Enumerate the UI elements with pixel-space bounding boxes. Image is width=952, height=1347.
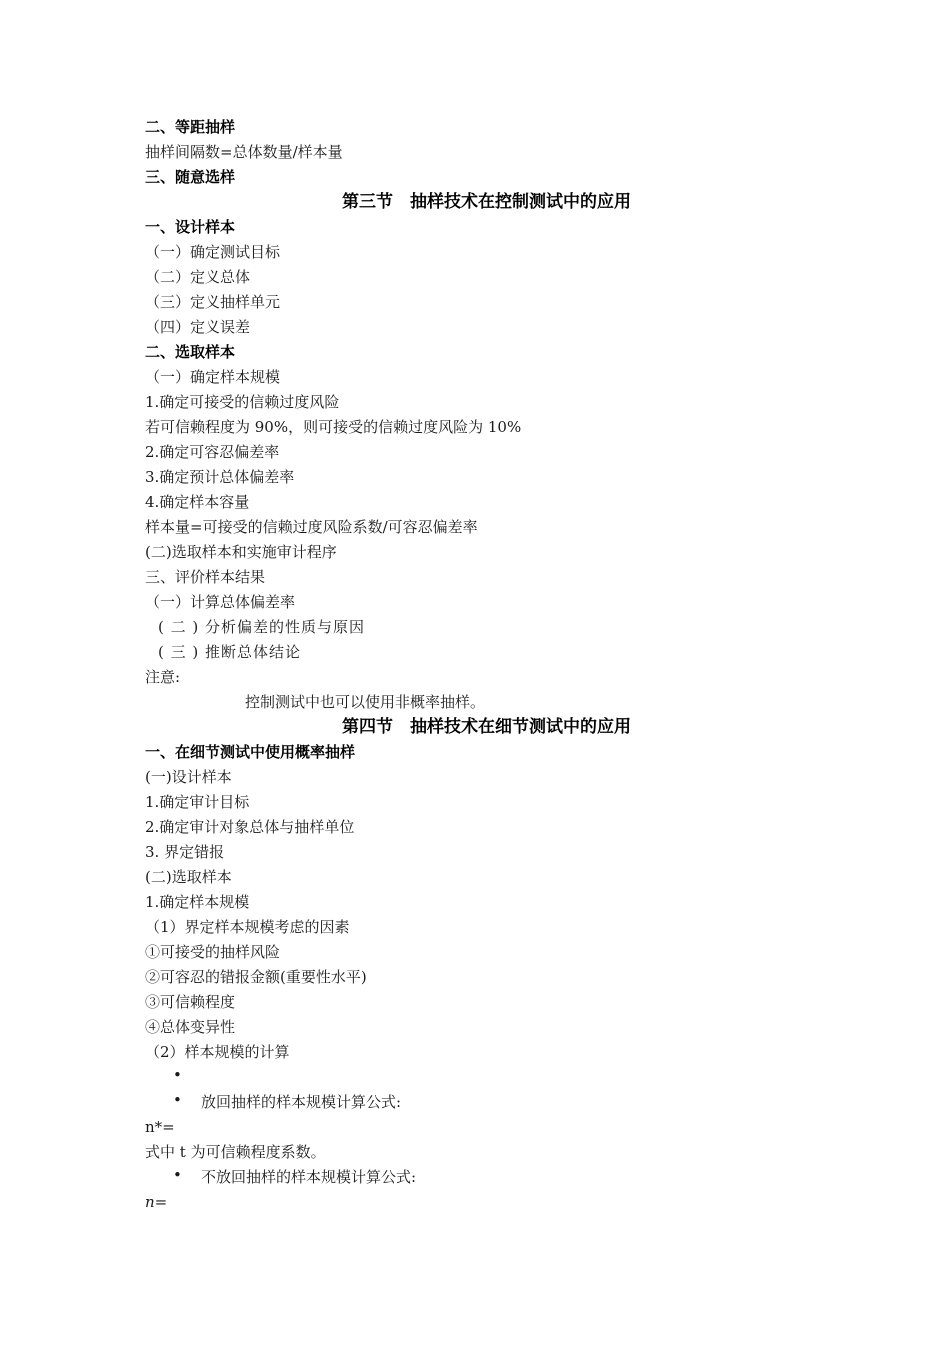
text-sample-formula: 样本量=可接受的信赖过度风险系数/可容忍偏差率	[145, 518, 478, 536]
note-label: 注意:	[145, 668, 181, 686]
item-select-sample: (二)选取样本	[145, 868, 232, 886]
formula-n-star: n*=	[145, 1118, 175, 1136]
item-audit-population: 2.确定审计对象总体与抽样单位	[145, 818, 355, 836]
bullet-empty: •	[173, 1066, 182, 1084]
item-sample-capacity: 4.确定样本容量	[145, 493, 250, 511]
chapter-heading-3: 第三节 抽样技术在控制测试中的应用	[342, 192, 631, 212]
item-tolerable-rate: 2.确定可容忍偏差率	[145, 443, 280, 461]
item-analyze-deviation: ( 二 ) 分析偏差的性质与原因	[158, 618, 366, 636]
formula-n: n=	[145, 1193, 168, 1211]
section-select-sample: 二、选取样本	[145, 343, 236, 361]
text-with-replacement: 放回抽样的样本规模计算公式:	[201, 1093, 402, 1111]
note-text: 控制测试中也可以使用非概率抽样。	[245, 693, 486, 711]
item-size-calculation: （2）样本规模的计算	[145, 1043, 290, 1061]
item-conclusion: ( 三 ) 推断总体结论	[158, 643, 302, 661]
item-acceptable-risk: 1.确定可接受的信赖过度风险	[145, 393, 340, 411]
factor-variability: ④总体变异性	[145, 1018, 236, 1036]
text-without-replacement: 不放回抽样的样本规模计算公式:	[201, 1168, 417, 1186]
item-sample-size: （一）确定样本规模	[145, 368, 281, 386]
item-define-error: （四）定义误差	[145, 318, 251, 336]
text-sampling-interval: 抽样间隔数=总体数量/样本量	[145, 143, 343, 161]
bullet-without-replacement: •	[173, 1166, 182, 1184]
section-haphazard-sampling: 三、随意选样	[145, 168, 236, 186]
section-evaluate-results: 三、评价样本结果	[145, 568, 266, 586]
factor-confidence: ③可信赖程度	[145, 993, 236, 1011]
text-risk-example: 若可信赖程度为 90%，则可接受的信赖过度风险为 10%	[145, 418, 522, 436]
item-define-misstatement: 3. 界定错报	[145, 843, 225, 861]
item-size-factors: （1）界定样本规模考虑的因素	[145, 918, 350, 936]
item-audit-objective: 1.确定审计目标	[145, 793, 250, 811]
item-expected-rate: 3.确定预计总体偏差率	[145, 468, 295, 486]
item-perform-procedures: (二)选取样本和实施审计程序	[145, 543, 337, 561]
factor-tolerable-misstatement: ②可容忍的错报金额(重要性水平)	[145, 968, 367, 986]
item-define-population: （二）定义总体	[145, 268, 251, 286]
item-deviation-rate: （一）计算总体偏差率	[145, 593, 296, 611]
section-design-sample: 一、设计样本	[145, 218, 236, 236]
item-test-objective: （一）确定测试目标	[145, 243, 281, 261]
factor-sampling-risk: ①可接受的抽样风险	[145, 943, 281, 961]
item-design-sample: (一)设计样本	[145, 768, 232, 786]
item-determine-size: 1.确定样本规模	[145, 893, 250, 911]
section-probability-sampling: 一、在细节测试中使用概率抽样	[145, 743, 356, 761]
text-t-coefficient: 式中 t 为可信赖程度系数。	[145, 1143, 326, 1161]
item-define-unit: （三）定义抽样单元	[145, 293, 281, 311]
chapter-heading-4: 第四节 抽样技术在细节测试中的应用	[342, 717, 631, 737]
bullet-with-replacement: •	[173, 1091, 182, 1109]
section-systematic-sampling: 二、等距抽样	[145, 118, 236, 136]
